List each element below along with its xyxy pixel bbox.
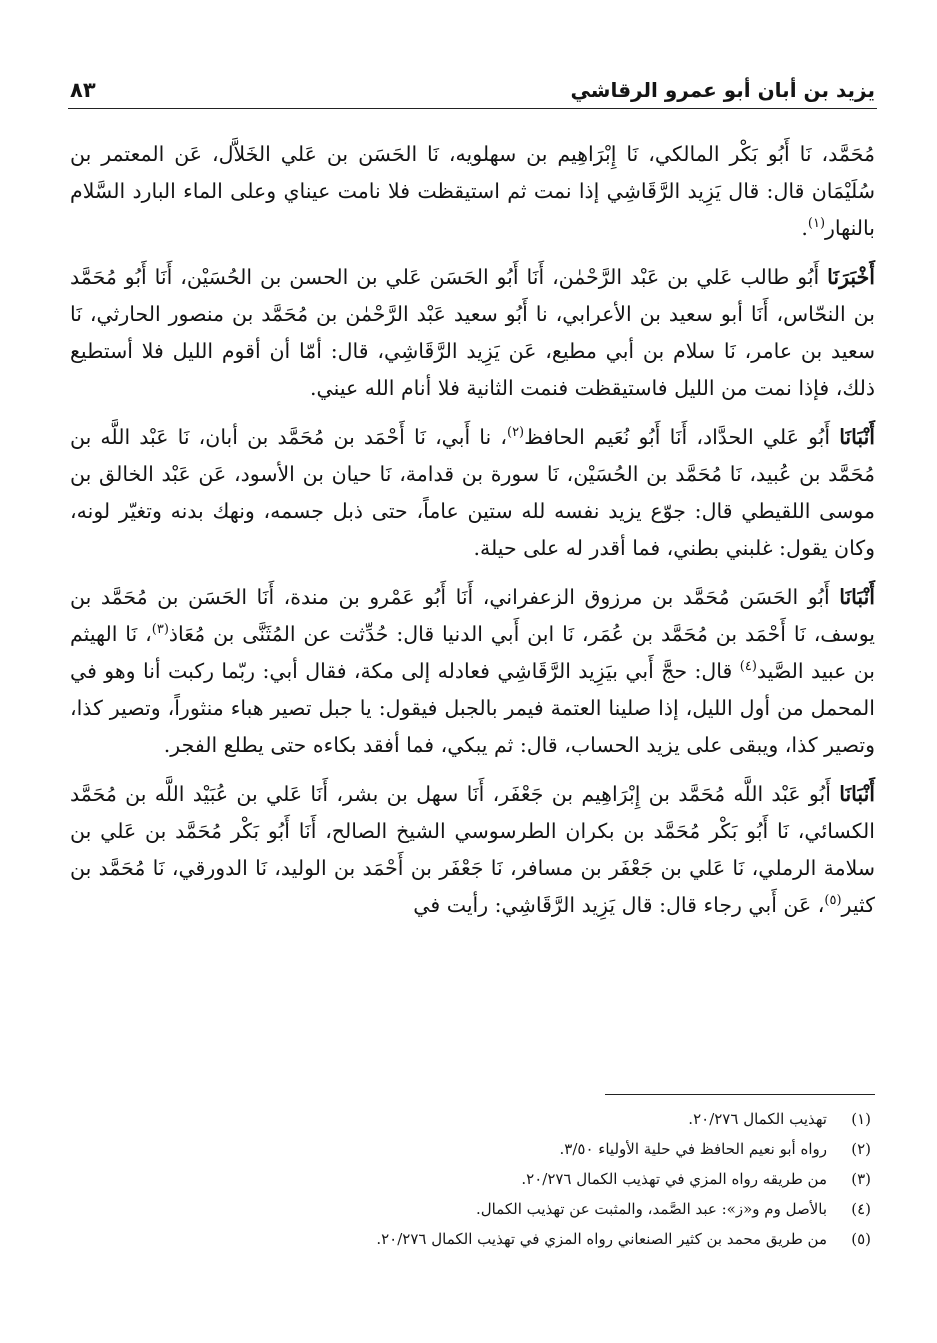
paragraph-lead-word: أَنْبَانَا bbox=[839, 585, 875, 609]
paragraph-5 bbox=[70, 776, 875, 924]
paragraph-lead-word: أَنْبَانَا bbox=[839, 425, 875, 449]
footnote-ref: (٢) bbox=[506, 425, 525, 441]
footnote-text: من طريق محمد بن كثير الصنعاني رواه المزي في تهذيب الكمال ٢٠/٢٧٦. bbox=[376, 1230, 827, 1248]
running-title: يزيد بن أبان أبو عمرو الرقاشي bbox=[570, 78, 875, 102]
paragraph-text: أَبُو عَبْد اللَّه مُحَمَّد بن إِبْرَاهِيم بن جَعْفَر، أَنَا سهل بن بشر، أَنَا عَلي بن عُبَيْد اللَّه بن مُحَمَّد الكسائي، نَا أَبُو بَكْر مُحَمَّد بن بكران الطرسوسي الشيخ الصالح، أَنَا أَبُو بَكْر مُحَمَّد بن عَلي بن سلامة الرملي، نَا عَلي بن جَعْفَر بن مسافر، نَا جَعْفَر بن أَحْمَد بن الوليد، نَا الدورقي، نَا مُحَمَّد بن كثير bbox=[70, 782, 875, 917]
paragraph-text: أَبُو الحَسَن مُحَمَّد بن مرزوق الزعفراني، أَنَا أَبُو عَمْرو بن مندة، أَنَا الحَسَن بن مُحَمَّد بن يوسف، نَا أَحْمَد بن مُحَمَّد بن عُمَر، نَا ابن أَبي الدنيا قال: حُدِّثت عن المُثَنَّى بن مُعَاذ bbox=[70, 585, 875, 646]
footnote-number: (٥) bbox=[851, 1230, 871, 1248]
footnote-ref: (٣) bbox=[151, 622, 169, 638]
footnote bbox=[70, 1224, 871, 1254]
main-text bbox=[70, 136, 875, 936]
footnote-text: من طريقه رواه المزي في تهذيب الكمال ٢٠/٢٧٦. bbox=[521, 1170, 827, 1188]
paragraph-text: ، عَن أَبي رجاء قال: قال يَزِيد الرَّقَاشِي: رأيت في bbox=[413, 893, 825, 917]
footnote bbox=[70, 1164, 871, 1194]
footnote-number: (٤) bbox=[851, 1200, 871, 1218]
paragraph-text: . bbox=[801, 216, 808, 240]
paragraph-text: أَبُو طالب عَلي بن عَبْد الرَّحْمٰن، أَنَا أَبُو الحَسَن عَلي بن الحسن بن الحُسَيْن، أَنَا أَبُو مُحَمَّد بن النحّاس، أَنَا أبو سعيد بن الأعرابي، نا أَبُو سعيد عَبْد الرَّحْمٰن بن مُحَمَّد بن منصور الحارثي، نَا سعيد بن عامر، نَا سلام بن أبي مطيع، عَن يَزِيد الرَّقَاشِي، قال: أمّا أن أقوم الليل فلا أستطيع ذلك، فإذا نمت من الليل فاستيقظت فنمت الثانية فلا أنام الله عيني. bbox=[70, 265, 875, 400]
header-divider bbox=[68, 108, 877, 109]
paragraph-text: ، نَا الهيثم بن عبيد الصَّيد bbox=[70, 622, 876, 683]
paragraph-4 bbox=[70, 579, 875, 764]
paragraph-1 bbox=[70, 136, 875, 247]
footnote-text: بالأصل وم و«ز»: عبد الصَّمد، والمثبت عن تهذيب الكمال. bbox=[475, 1200, 827, 1218]
footnote-ref: (١) bbox=[807, 216, 826, 232]
page-number: ٨٣ bbox=[70, 78, 96, 102]
footnote-number: (٢) bbox=[851, 1140, 871, 1158]
paragraph-lead-word: أَنْبَانَا bbox=[839, 782, 875, 806]
footnote-number: (١) bbox=[851, 1110, 871, 1128]
paragraph-text: مُحَمَّد، نَا أَبُو بَكْر المالكي، نَا إِبْرَاهِيم بن سهلويه، نَا الحَسَن بن عَلي الخَلاَّل، عَن المعتمر بن سُلَيْمَان قال: قال يَزِيد الرَّقَاشِي إذا نمت ثم استيقظت فلا نامت عيناي وعلى الماء البارد السَّلام بالنهار bbox=[70, 142, 875, 240]
paragraph-2 bbox=[70, 259, 875, 407]
footnote-divider bbox=[605, 1094, 875, 1095]
paragraph-text: ، نا أَبي، نَا أَحْمَد بن مُحَمَّد بن أبان، نَا عَبْد اللَّه بن مُحَمَّد بن عُبيد، نَا مُحَمَّد بن الحُسَيْن، نَا سورة بن قدامة، نَا حيان بن الأسود، عَن عَبْد الخالق بن موسى اللقيطي قال: جوّع يزيد نفسه لله ستين عاماً، حتى ذبل جسمه، ونهك بدنه وتغيّر لونه، وكان يقول: غلبني بطني، فما أقدر له على حيلة. bbox=[70, 425, 875, 560]
paragraph-lead-word: أَخْبَرَنَا bbox=[827, 265, 875, 289]
footnote bbox=[70, 1134, 871, 1164]
footnotes bbox=[70, 1104, 871, 1254]
footnote bbox=[70, 1194, 871, 1224]
footnote-ref: (٥) bbox=[824, 893, 842, 909]
paragraph-text: أَبُو عَلي الحدَّاد، أَنَا أَبُو نُعَيم الحافظ bbox=[524, 425, 840, 449]
footnote bbox=[70, 1104, 871, 1134]
footnote-text: تهذيب الكمال ٢٠/٢٧٦. bbox=[688, 1110, 827, 1128]
page-header bbox=[70, 58, 875, 102]
footnote-number: (٣) bbox=[851, 1170, 871, 1188]
footnote-ref: (٤) bbox=[739, 659, 757, 675]
paragraph-3 bbox=[70, 419, 875, 567]
paragraph-text: قال: حجَّ أَبي بيَزِيد الرَّقَاشِي فعادله إلى مكة، فقال أبي: ربّما ركبت أنا وهو في المحمل من أول الليل، إذا صلينا العتمة فيمر بالجبل فيقول: يا جبل تصير هباء منثوراً، وتصير كذا، وتصير كذا، ويبقى على يزيد الحساب، قال: ثم يبكي، فما أفقد بكاءه حتى يطلع الفجر. bbox=[70, 659, 875, 757]
footnote-text: رواه أبو نعيم الحافظ في حلية الأولياء ٣/٥٠. bbox=[559, 1140, 827, 1158]
